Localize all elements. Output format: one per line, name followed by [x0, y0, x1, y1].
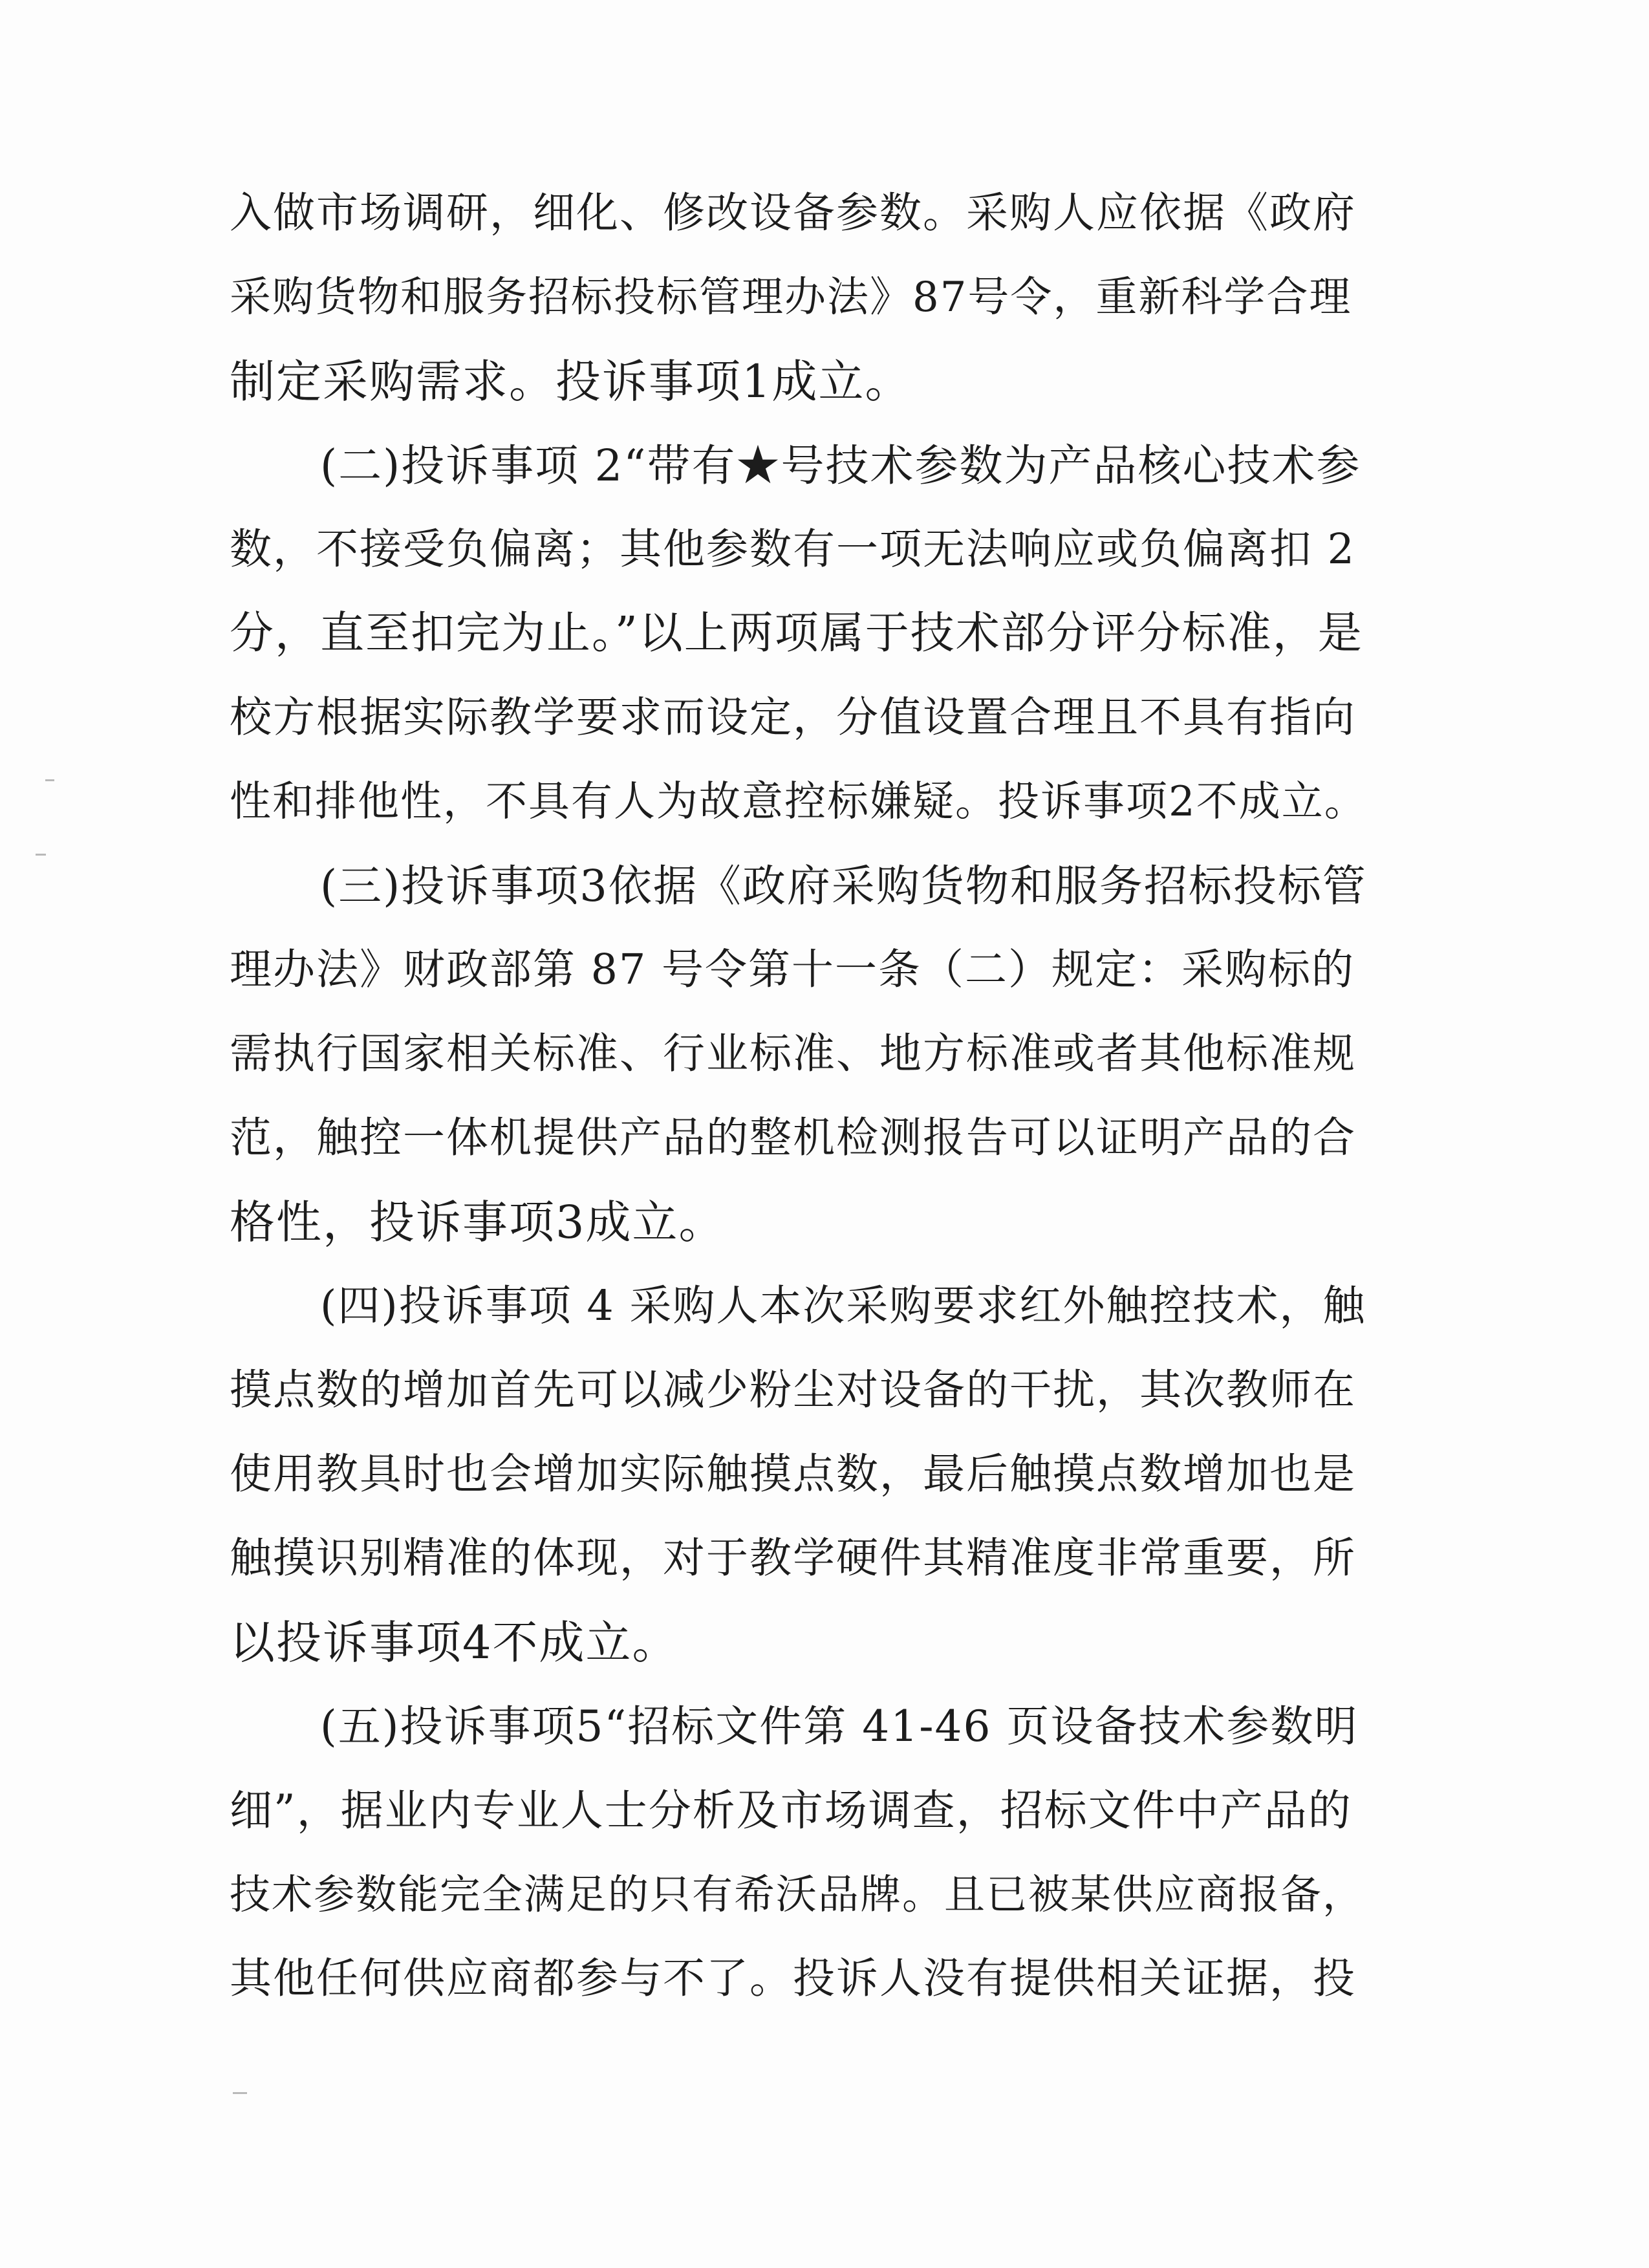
text-line: 制定采购需求。投诉事项1成立。: [230, 355, 912, 408]
scan-mark: [36, 854, 46, 856]
text-line: 技术参数能完全满足的只有希沃品牌。且已被某供应商报备，: [230, 1871, 1364, 1918]
text-line: (三)投诉事项3依据《政府采购货物和服务招标投标管: [320, 861, 1367, 911]
text-line: 其他任何供应商都参与不了。投诉人没有提供相关证据，投: [230, 1954, 1357, 2003]
text-line: 分，直至扣完为止。”以上两项属于技术部分评分标准，是: [230, 608, 1363, 659]
text-line: (二)投诉事项 2“带有★号技术参数为产品核心技术参: [320, 440, 1361, 491]
scan-mark: [45, 779, 54, 781]
text-line: 范，触控一体机提供产品的整机检测报告可以证明产品的合: [230, 1114, 1357, 1162]
text-line: 使用教具时也会增加实际触摸点数，最后触摸点数增加也是: [230, 1450, 1357, 1498]
text-line: 数，不接受负偏离；其他参数有一项无法响应或负偏离扣 2: [230, 525, 1356, 574]
text-line: 需执行国家相关标准、行业标准、地方标准或者其他标准规: [230, 1030, 1357, 1078]
text-line: (四)投诉事项 4 采购人本次采购要求红外触控技术，触: [320, 1282, 1366, 1330]
text-line: (五)投诉事项5“招标文件第 41-46 页设备技术参数明: [320, 1701, 1359, 1751]
text-line: 摸点数的增加首先可以减少粉尘对设备的干扰，其次教师在: [230, 1366, 1357, 1414]
scan-mark: [233, 2092, 247, 2094]
text-line: 理办法》财政部第 87 号令第十一条（二）规定：采购标的: [230, 945, 1355, 994]
text-line: 格性，投诉事项3成立。: [230, 1196, 726, 1249]
text-line: 触摸识别精准的体现，对于教学硬件其精准度非常重要，所: [230, 1534, 1357, 1582]
text-line: 性和排他性，不具有人为故意控标嫌疑。投诉事项2不成立。: [230, 778, 1367, 826]
text-line: 以投诉事项4不成立。: [230, 1616, 679, 1669]
text-line: 采购货物和服务招标投标管理办法》87号令，重新科学合理: [230, 274, 1352, 321]
text-line: 入做市场调研，细化、修改设备参数。采购人应依据《政府: [230, 189, 1357, 237]
text-line: 细”，据业内专业人士分析及市场调查，招标文件中产品的: [230, 1786, 1352, 1835]
text-line: 校方根据实际教学要求而设定，分值设置合理且不具有指向: [230, 693, 1357, 742]
